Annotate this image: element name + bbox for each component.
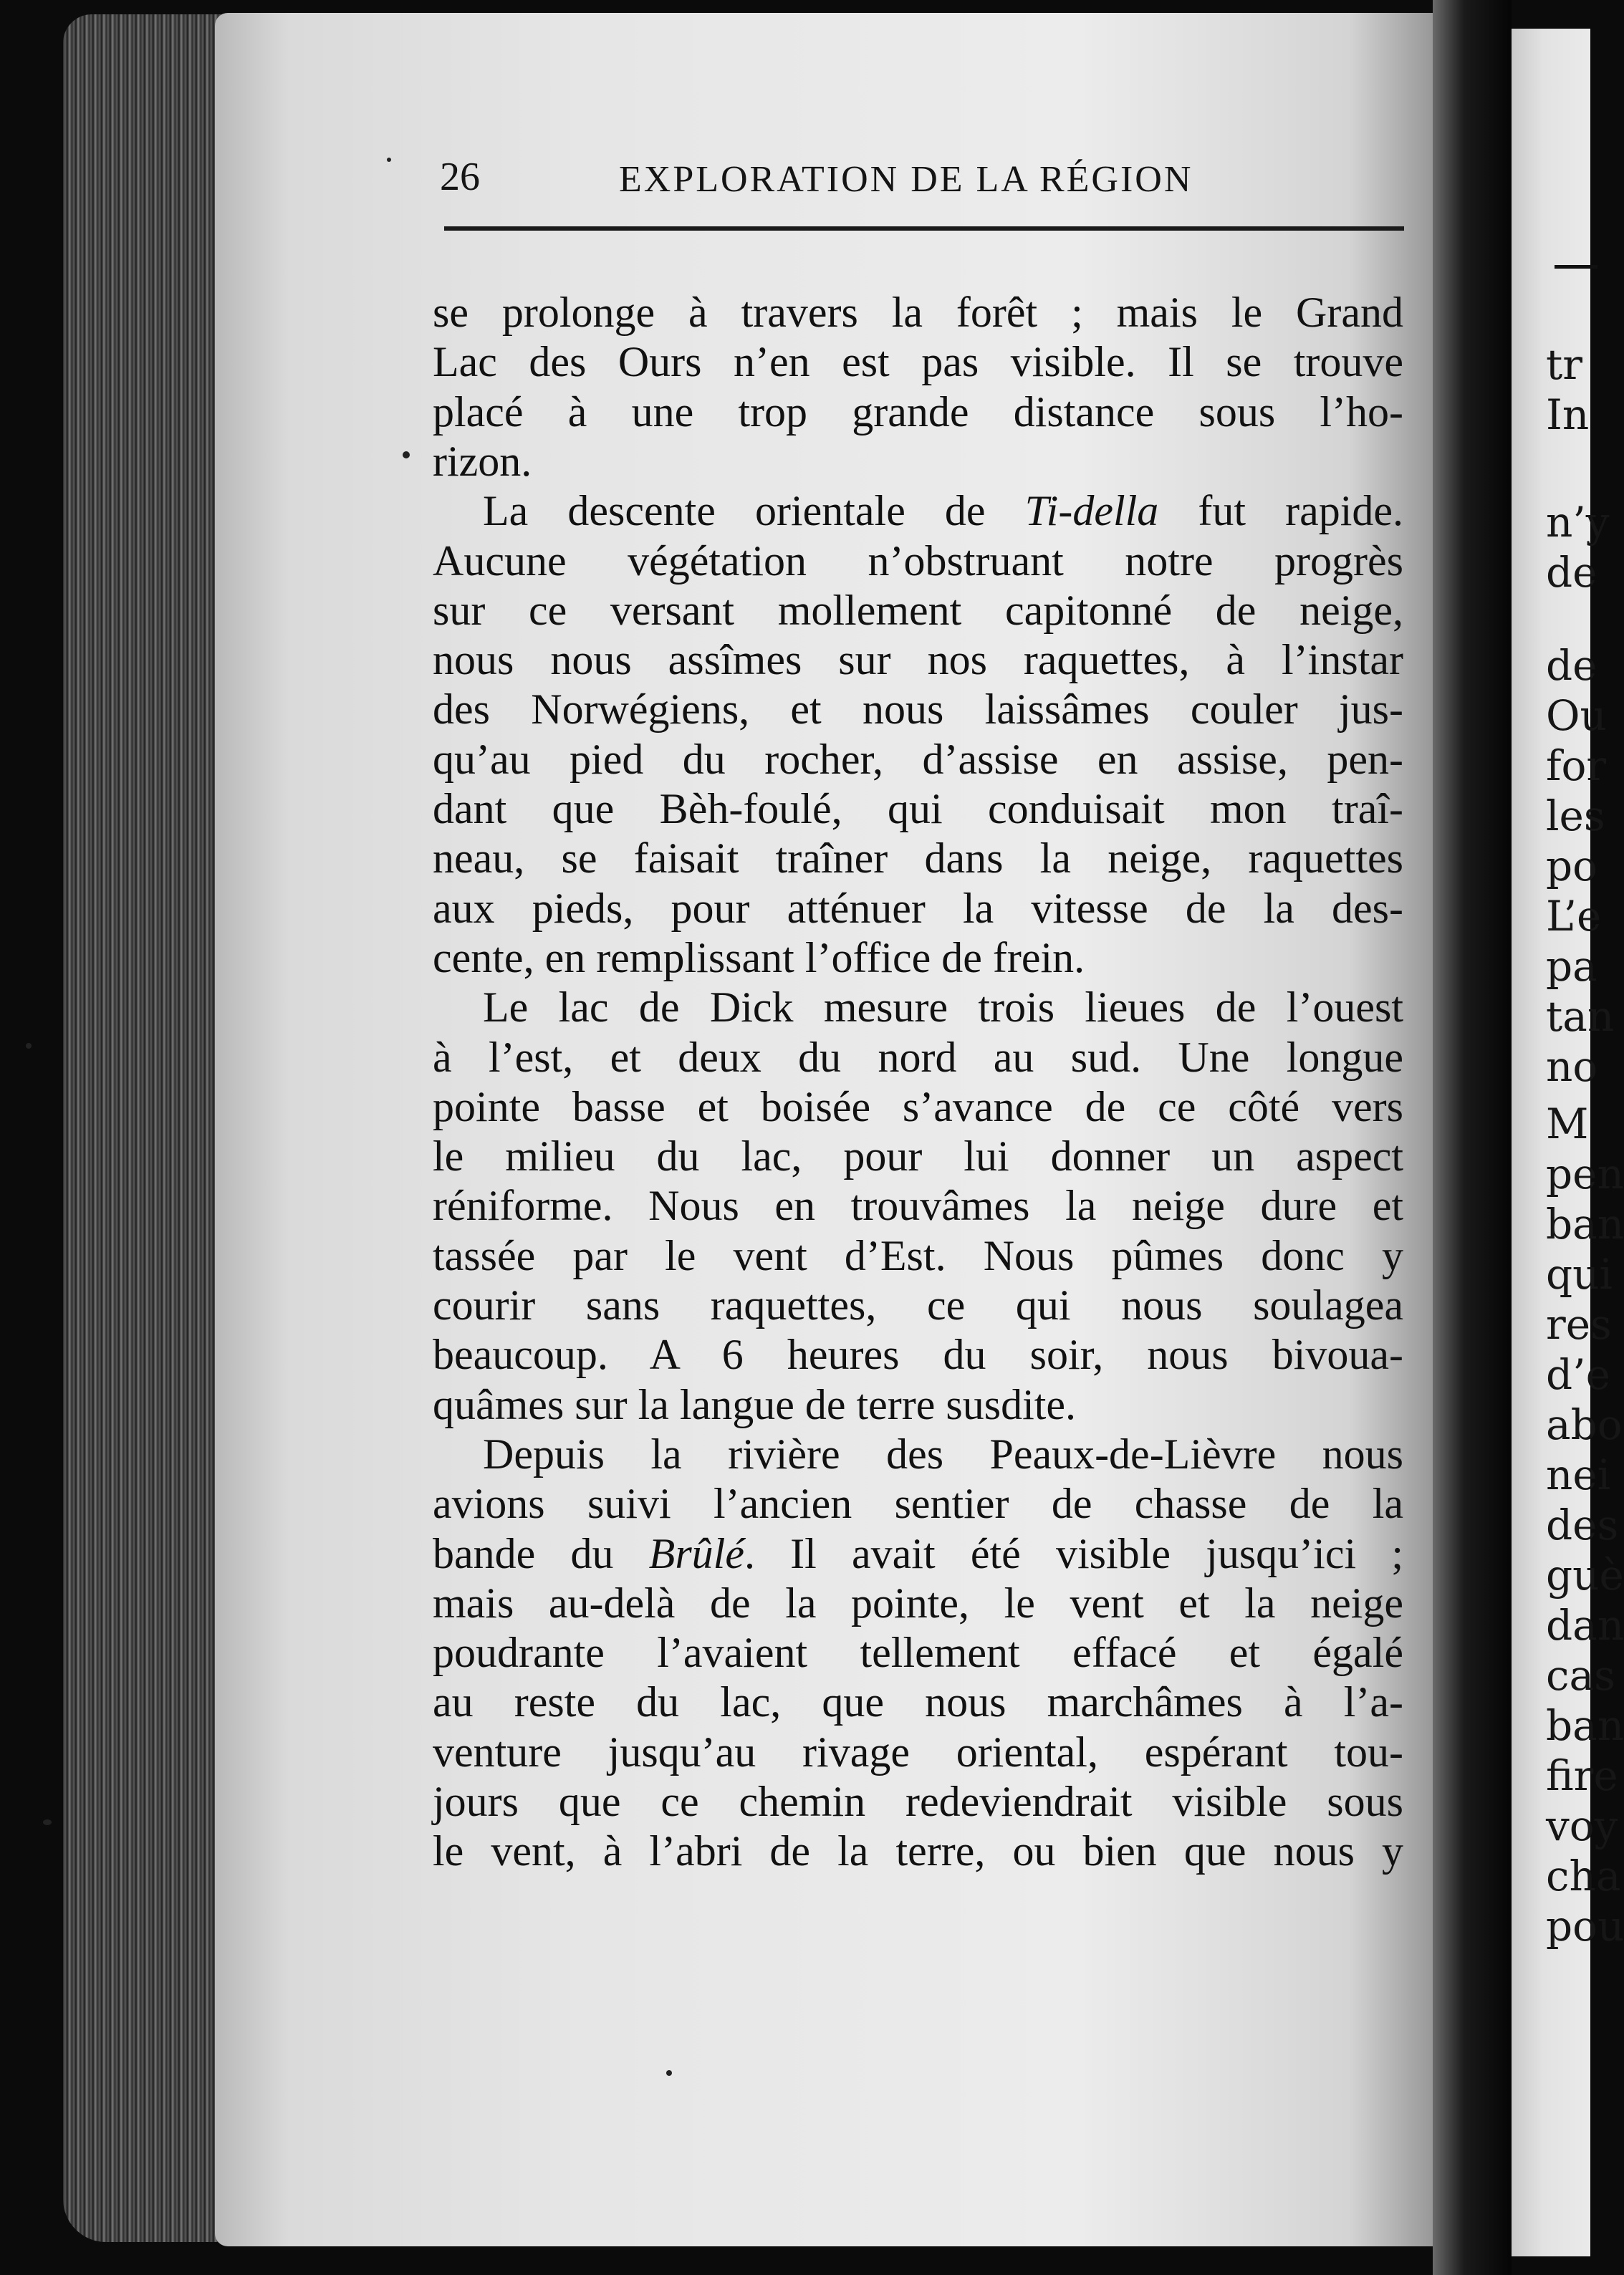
right-page-text-fragment: tr — [1546, 340, 1583, 389]
text-line: tassée par le vent d’Est. Nous pûmes donc y — [433, 1232, 1403, 1279]
text-line: au reste du lac, que nous marchâmes à l’a- — [433, 1678, 1403, 1726]
text-line: sur ce versant mollement capitonné de neige, — [433, 587, 1403, 634]
text-segment: bande du — [433, 1530, 649, 1577]
text-line: Le lac de Dick mesure trois lieues de l’ouest — [483, 983, 1403, 1031]
right-page-text-fragment: dan — [1546, 1601, 1624, 1650]
right-page-text-fragment: de — [1546, 548, 1597, 597]
italic-term: Brûlé — [648, 1530, 744, 1577]
page-number: 26 — [440, 155, 480, 199]
text-segment: La descente orientale de — [483, 487, 1025, 534]
text-line: se prolonge à travers la forêt ; mais le Grand — [433, 289, 1403, 336]
dust-speck — [26, 1043, 32, 1049]
right-page-text-fragment: qui — [1546, 1250, 1613, 1299]
text-line: cente, en remplissant l’office de frein. — [433, 934, 1085, 981]
text-line: pointe basse et boisée s’avance de ce côté vers — [433, 1083, 1403, 1130]
text-line: jours que ce chemin redeviendrait visible sous — [433, 1778, 1403, 1825]
right-page-text-fragment: des — [1546, 1501, 1619, 1549]
text-line: courir sans raquettes, ce qui nous soulagea — [433, 1281, 1403, 1329]
text-line: placé à une trop grande distance sous l’ho- — [433, 388, 1403, 436]
right-page-text-fragment: tan — [1546, 992, 1615, 1041]
text-line: qu’au pied du rocher, d’assise en assise, pen- — [433, 736, 1403, 783]
dust-speck — [666, 2070, 672, 2076]
text-line: aux pieds, pour atténuer la vitesse de la des- — [433, 885, 1403, 932]
right-page-text-fragment: for — [1546, 741, 1607, 790]
right-page-text-fragment: n’y — [1546, 498, 1610, 547]
running-head — [440, 147, 1400, 204]
text-line: mais au-delà de la pointe, le vent et la neige — [433, 1579, 1403, 1627]
text-line: neau, se faisait traîner dans la neige, raquettes — [433, 835, 1403, 882]
right-page-text-fragment: nei — [1546, 1451, 1611, 1499]
right-page-header-rule — [1555, 265, 1597, 269]
right-page-text-fragment: Ou — [1546, 691, 1607, 740]
right-page-text-fragment: abo — [1546, 1400, 1623, 1449]
right-page-text-fragment: ban — [1546, 1200, 1624, 1249]
running-title: EXPLORATION DE LA RÉGION — [619, 159, 1193, 200]
text-line: des Norwégiens, et nous laissâmes couler jus- — [433, 686, 1403, 733]
text-line: le vent, à l’abri de la terre, ou bien que nous y — [433, 1827, 1403, 1875]
right-page-text-fragment: d’e — [1546, 1350, 1610, 1399]
text-line: Lac des Ours n’en est pas visible. Il se trouve — [433, 338, 1403, 385]
text-line: dant que Bèh-foulé, qui conduisait mon traî- — [433, 785, 1403, 832]
text-line: venture jusqu’au rivage oriental, espérant tou- — [433, 1728, 1403, 1776]
book-gutter — [1433, 0, 1512, 2275]
right-page-text-fragment: no — [1546, 1042, 1598, 1091]
text-line: rizon. — [433, 438, 532, 485]
right-page-text-fragment: de — [1546, 641, 1597, 690]
right-page-text-fragment: In — [1546, 390, 1590, 439]
text-segment: fut rapide. — [1158, 487, 1403, 534]
right-page-text-fragment: pen — [1546, 1150, 1624, 1198]
text-line: beaucoup. A 6 heures du soir, nous bivoua- — [433, 1331, 1403, 1378]
right-page-text-fragment: guè — [1546, 1551, 1624, 1600]
text-line: poudrante l’avaient tellement effacé et égalé — [433, 1629, 1403, 1676]
right-page-text-fragment: pa — [1546, 942, 1597, 991]
right-page-text-fragment: pou — [1546, 1902, 1624, 1951]
text-line: Aucune végétation n’obstruant notre progrès — [433, 537, 1403, 585]
text-line: à l’est, et deux du nord au sud. Une longue — [433, 1034, 1403, 1081]
right-page-text-fragment: res — [1546, 1300, 1612, 1349]
dust-speck — [403, 451, 410, 458]
text-line — [433, 485, 1403, 537]
book-page-edges — [63, 14, 228, 2242]
text-line: quâmes sur la langue de terre susdite. — [433, 1381, 1077, 1428]
right-page-text-fragment: cas — [1546, 1651, 1615, 1700]
text-line: Depuis la rivière des Peaux-de-Lièvre nous — [483, 1430, 1403, 1478]
text-line: le milieu du lac, pour lui donner un aspect — [433, 1132, 1403, 1180]
right-page-text-fragment: L’e — [1546, 892, 1602, 941]
text-line: avions suivi l’ancien sentier de chasse de la — [433, 1480, 1403, 1527]
italic-term: Ti-della — [1024, 487, 1159, 534]
dust-speck — [387, 158, 391, 162]
header-rule — [444, 226, 1404, 231]
text-segment: . Il avait été visible jusqu’ici ; — [744, 1530, 1403, 1577]
text-line: nous nous assîmes sur nos raquettes, à l’instar — [433, 636, 1403, 683]
text-line: réniforme. Nous en trouvâmes la neige dure et — [433, 1182, 1403, 1229]
right-page-text-fragment: cha — [1546, 1852, 1621, 1900]
dust-speck — [43, 1819, 52, 1825]
right-page-text-fragment: ban — [1546, 1701, 1624, 1750]
right-page-text-fragment: fire — [1546, 1751, 1618, 1800]
right-page-text-fragment: les — [1546, 792, 1605, 840]
right-page-text-fragment: voy — [1546, 1802, 1618, 1850]
right-page-text-fragment: po — [1546, 842, 1598, 890]
right-page-text-fragment: M — [1546, 1100, 1589, 1148]
text-line — [433, 1528, 1403, 1579]
right-page-fragment — [1512, 29, 1624, 2256]
